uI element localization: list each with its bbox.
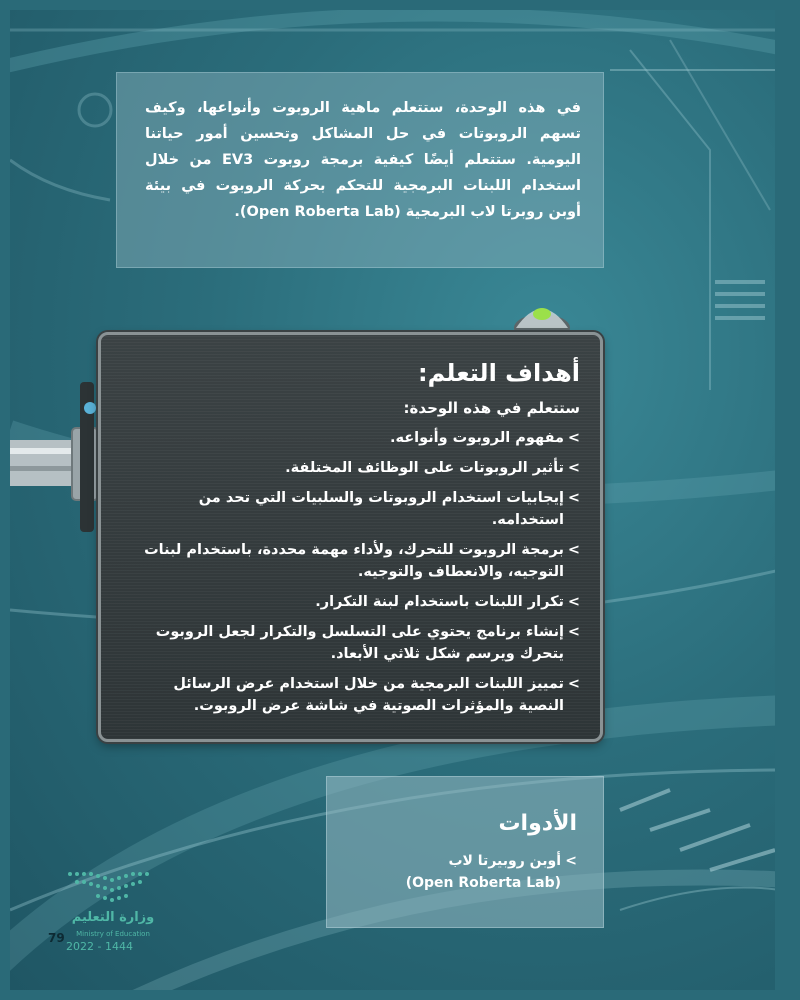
intro-text: في هذه الوحدة، ستتعلم ماهية الروبوت وأنواعها، وكيف تسهم الروبوتات في حل المشاكل وتحسين أمور حياتنا اليومية. ستتعلم أيضًا كيفية برمجة روبوت EV3 من خلال استخدام اللبنات البرمجية للتحكم بحركة الروبوت في بيئة أوبن روبرتا لاب البرمجية (Open Roberta Lab).	[145, 100, 581, 220]
tools-panel	[326, 776, 604, 928]
goal-item-text: مفهوم الروبوت وأنواعه.	[389, 430, 564, 446]
bullet-marker: >	[567, 594, 580, 610]
goal-item-text: تمييز اللبنات البرمجية من خلال استخدام عرض الرسائل النصية والمؤثرات الصوتية في شاشة عرض الروبوت.	[173, 676, 564, 714]
goal-item-text: تكرار اللبنات باستخدام لبنة التكرار.	[315, 594, 564, 610]
bullet-marker: >	[567, 460, 580, 476]
bullet-marker: >	[567, 430, 580, 446]
goal-item	[125, 591, 580, 613]
goal-item	[125, 457, 580, 479]
goal-item-text: إنشاء برنامج يحتوي على التسلسل والتكرار لجعل الروبوت يتحرك ويرسم شكل ثلاثي الأبعاد.	[155, 624, 564, 662]
learning-goals-panel	[98, 332, 603, 742]
bullet-marker: >	[567, 676, 580, 692]
bullet-marker: >	[567, 542, 580, 558]
goal-item	[125, 427, 580, 449]
goal-item-text: تأثير الروبوتات على الوظائف المختلفة.	[285, 460, 564, 476]
bullet-marker: >	[565, 853, 577, 869]
ministry-name-en: Ministry of Education	[76, 930, 150, 938]
tools-item-english: (Open Roberta Lab)	[405, 875, 561, 891]
bullet-marker: >	[567, 624, 580, 640]
goal-item-text: برمجة الروبوت للتحرك، ولأداء مهمة محددة، باستخدام لبنات التوجيه، والانعطاف والتوجيه.	[144, 542, 564, 580]
tools-title: الأدوات	[498, 811, 577, 836]
goals-list	[125, 427, 580, 717]
ministry-name-ar: وزارة التعليم	[71, 910, 155, 925]
goal-item	[125, 673, 580, 717]
goal-item	[125, 487, 580, 531]
bullet-marker: >	[567, 490, 580, 506]
page-number: 79	[48, 931, 65, 945]
goal-item-text: إيجابيات استخدام الروبوتات والسلبيات التي تحد من استخدامه.	[198, 490, 564, 528]
ministry-logo-mark-icon	[50, 866, 180, 910]
edition-year: 2022 - 1444	[66, 940, 133, 953]
goals-intro: ستتعلم في هذه الوحدة:	[403, 399, 580, 417]
tools-item-name: أوبن روبيرتا لاب	[448, 853, 561, 869]
goal-item	[125, 539, 580, 583]
page	[10, 10, 775, 990]
intro-panel	[116, 72, 604, 268]
goal-item	[125, 621, 580, 665]
tools-item	[347, 850, 577, 894]
goals-title: أهداف التعلم:	[418, 359, 580, 387]
